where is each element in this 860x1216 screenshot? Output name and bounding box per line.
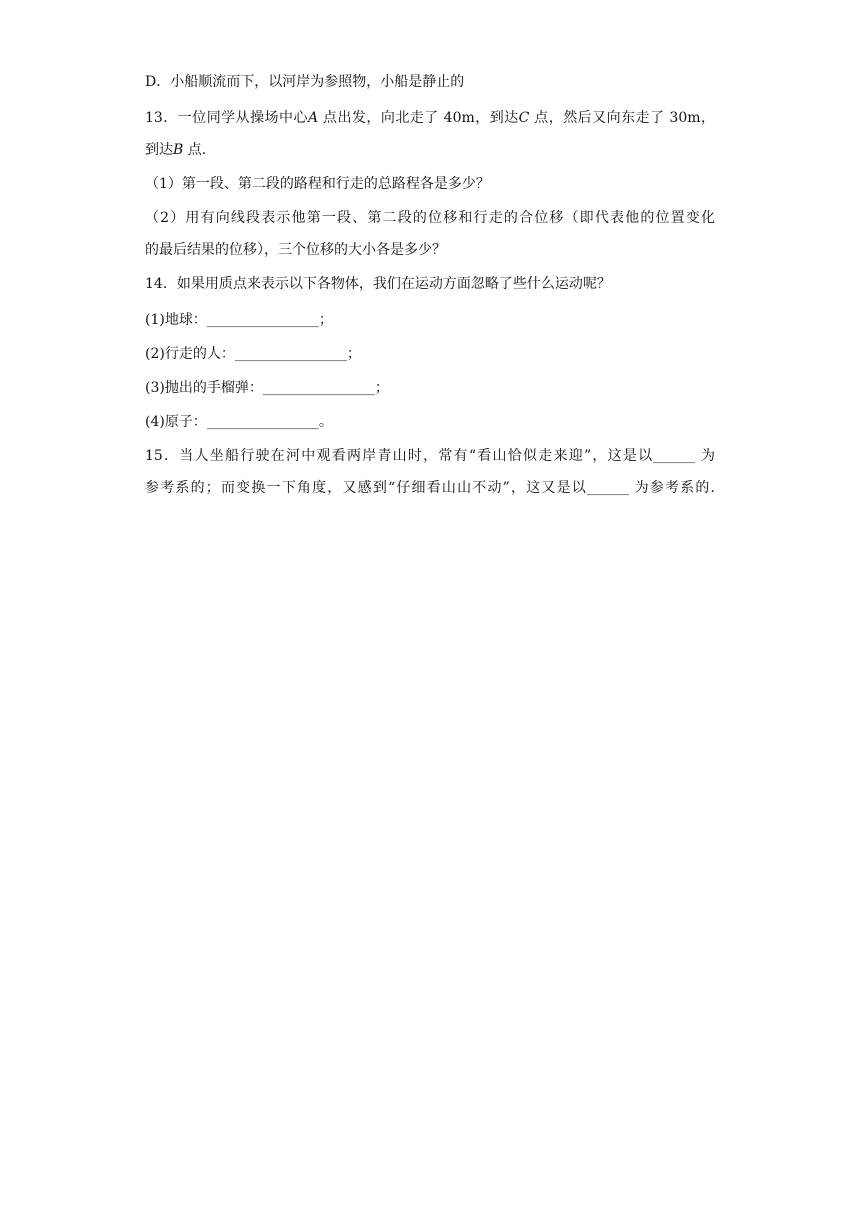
question-13-text: 点，然后又向东走了 30m， — [529, 110, 715, 126]
question-14-item-2: (2)行走的人：________________； — [145, 346, 361, 362]
question-13-subquestion-2-line-1: （2）用有向线段表示他第一段、第二段的位移和行走的合位移（即代表他的位置变化 — [145, 210, 715, 226]
option-d-text: D．小船顺流而下，以河岸为参照物，小船是静止的 — [145, 74, 465, 90]
question-13-text: 点. — [183, 142, 207, 158]
point-b-label: B — [173, 142, 184, 158]
question-14-item-4: (4)原子：________________。 — [145, 414, 333, 430]
question-13-text: 点出发，向北走了 40m，到达 — [318, 110, 519, 126]
question-13-subquestion-2-line-2: 的最后结果的位移），三个位移的大小各是多少？ — [145, 242, 446, 258]
question-13-line-2 — [145, 140, 715, 160]
question-13-subquestion-1: （1）第一段、第二段的路程和行走的总路程各是多少？ — [145, 176, 490, 192]
question-15-line-1: 15．当人坐船行驶在河中观看两岸青山时，常有“看山恰似走来迎”，这是以______ 为 — [145, 448, 715, 464]
question-14-stem: 14．如果用质点来表示以下各物体，我们在运动方面忽略了些什么运动呢？ — [145, 276, 611, 292]
question-13-text: 13．一位同学从操场中心 — [145, 110, 308, 126]
point-c-label: C — [518, 110, 530, 126]
question-14-item-3: (3)抛出的手榴弹：________________； — [145, 380, 389, 396]
question-15-line-2: 参考系的；而变换一下角度，又感到“仔细看山山不动”，这又是以______ 为参考系的. — [145, 480, 715, 496]
question-13-line-1 — [145, 108, 715, 128]
question-13-text: 到达 — [145, 142, 173, 158]
question-14-item-1: (1)地球：________________； — [145, 312, 333, 328]
point-a-label: A — [307, 110, 319, 126]
